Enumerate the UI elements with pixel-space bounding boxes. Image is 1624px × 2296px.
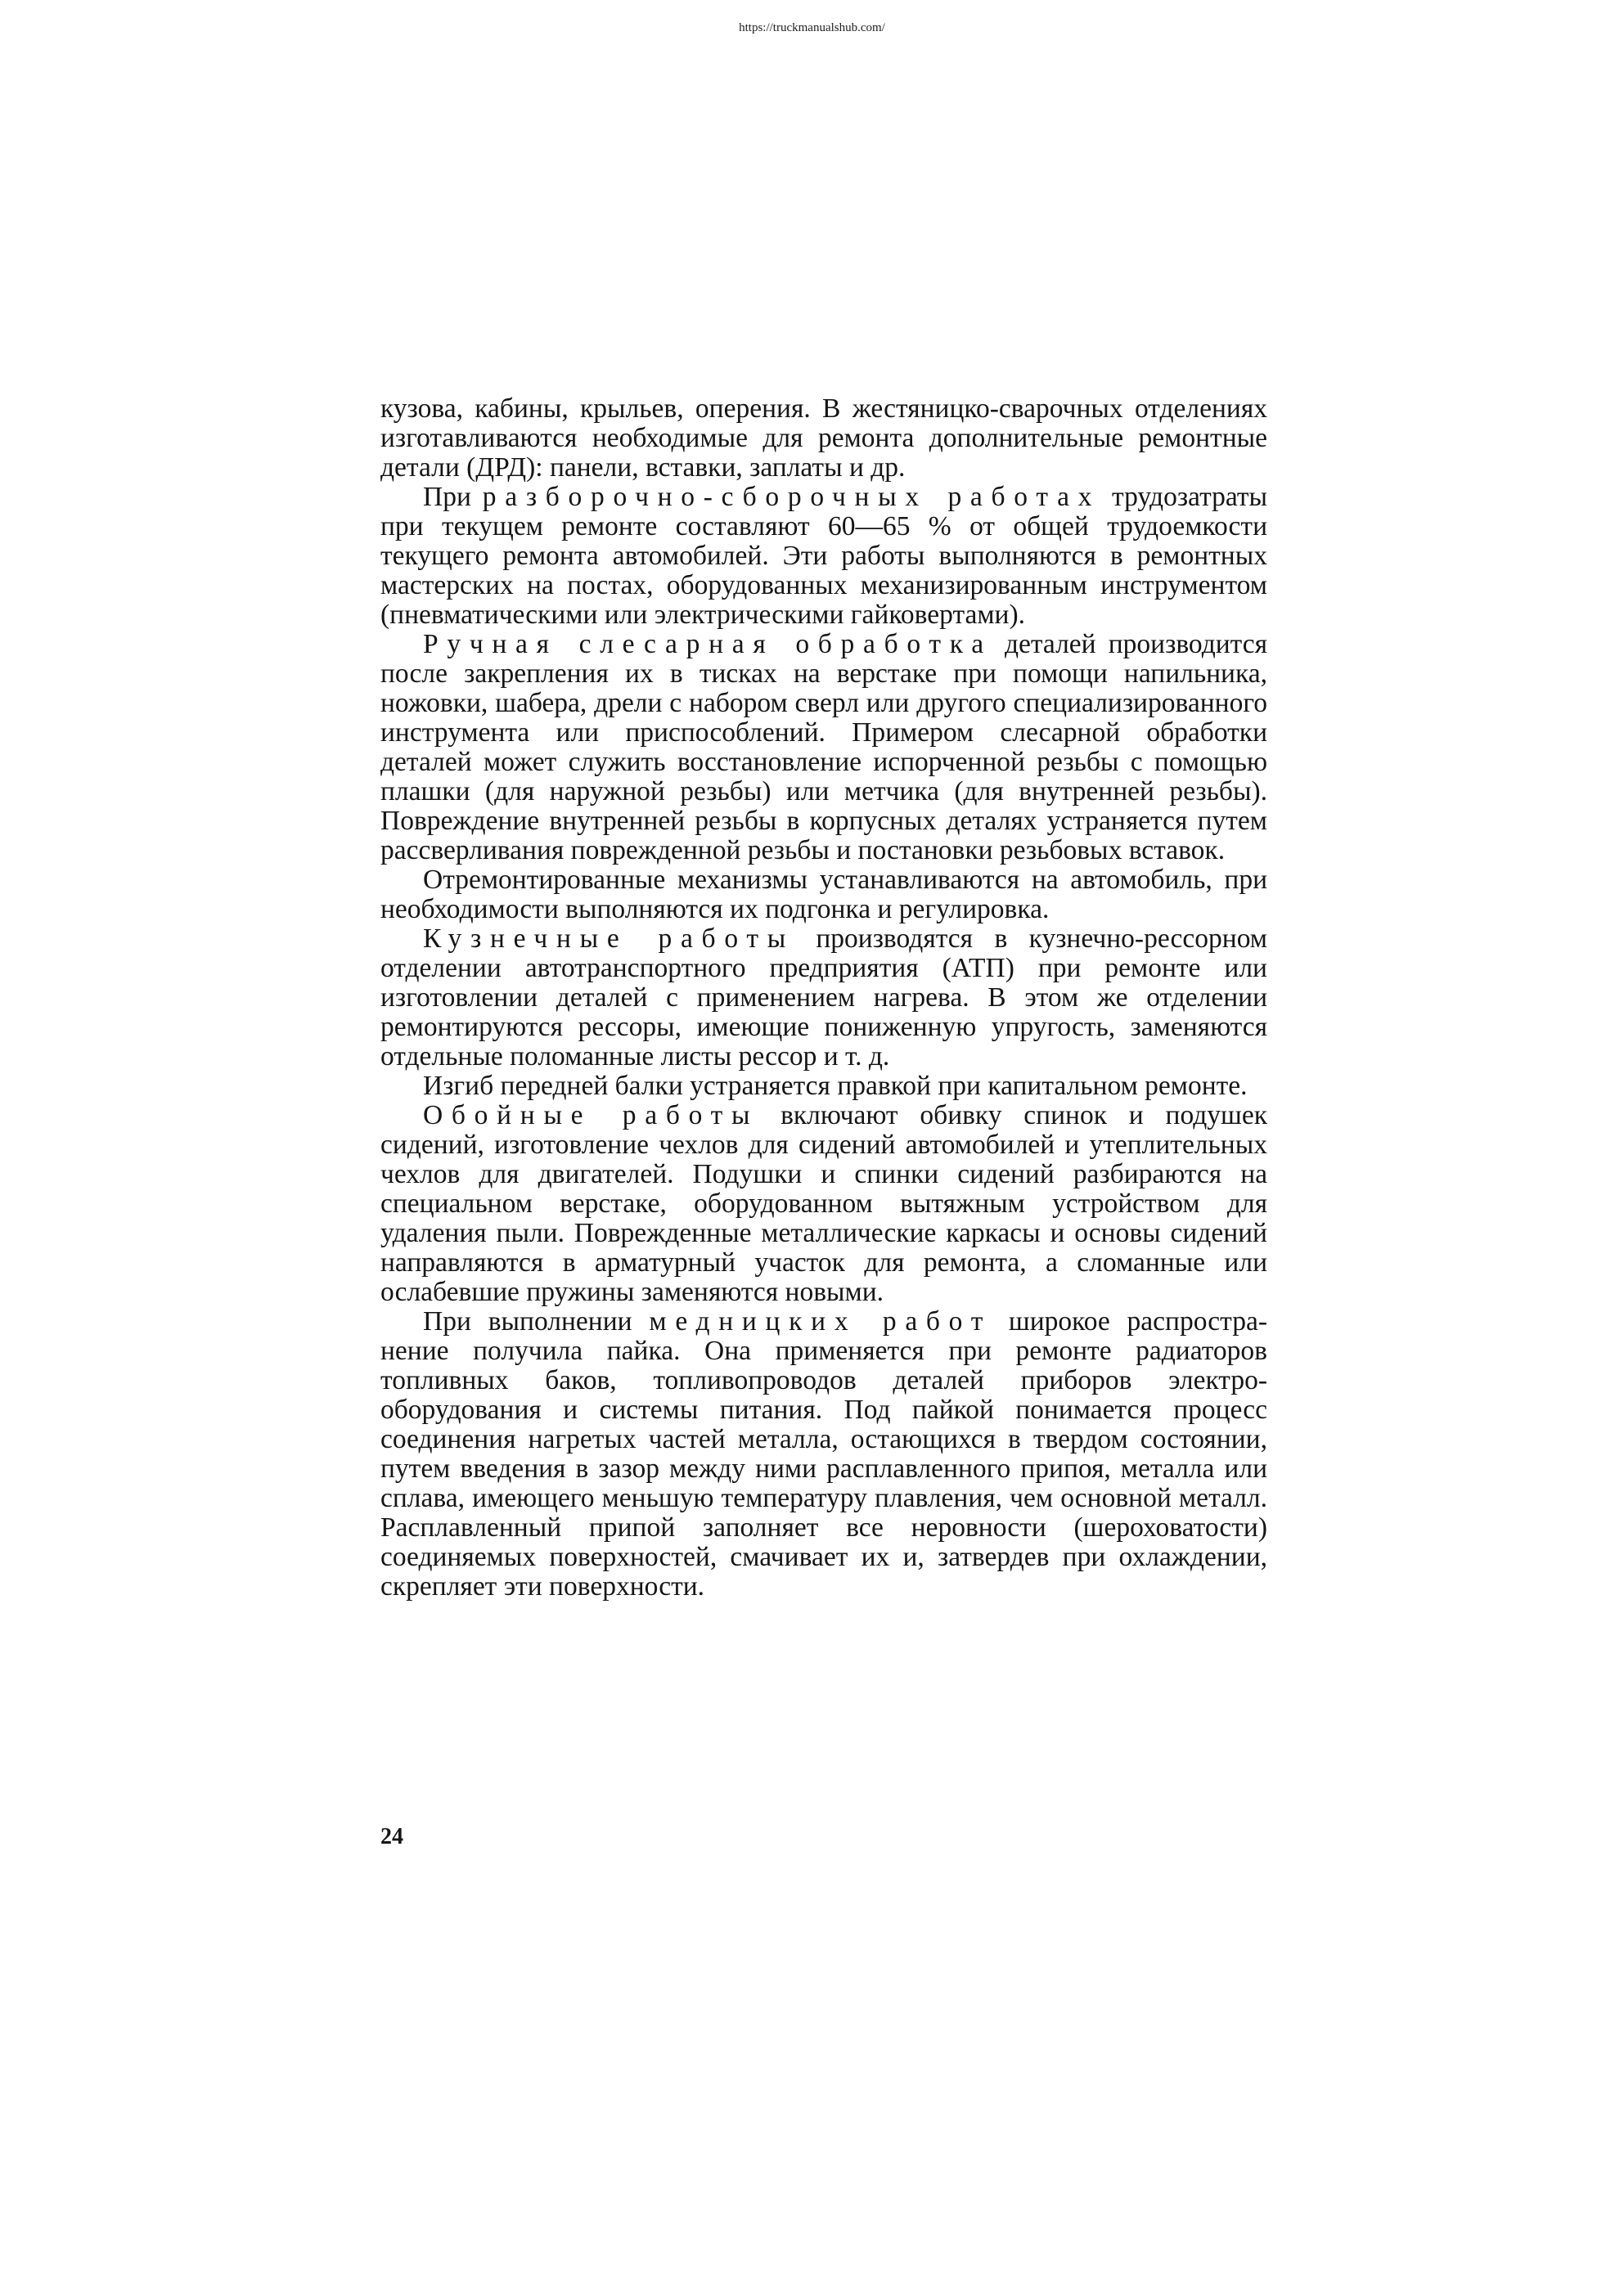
spaced-term: Кузнечные работы [423,923,794,954]
paragraph-text: включают обивку спинок и подушек сидений, изготовление чехлов для сидений автомобилей и утеплительных чехлов для двигателей. Подушки и спинки сидений разбираются на специальном верстаке, оборудованном вытяжным устройством для удаления пыли. Поврежденные металлические каркасы и основы сидений направляются в арматурный участок для ремонта, а сломанные или ослабевшие пружины заменяются новыми. [380,1100,1267,1307]
spaced-term: разборочно-сборочных работах [482,482,1101,512]
paragraph-text: Отремонтированные механизмы устанавливаются на автомобиль, при необходимости выполняются их подгонка и регулировка. [380,865,1267,924]
paragraph-3 [380,630,1267,865]
paragraph-7 [380,1101,1267,1307]
paragraph-4 [380,865,1267,924]
paragraph-2 [380,483,1267,630]
paragraph-6 [380,1072,1267,1101]
source-url: https://truckmanualshub.com/ [739,21,885,34]
spaced-term: Ручная слесарная обработка [423,629,992,659]
paragraph-1 [380,394,1267,483]
paragraph-text: трудозатраты при текущем ремонте составляют 60—65 % от общей трудоемкости текущего ремонта автомобилей. Эти работы выполняются в ремонтных мастерских на постах, оборудованных механизированным инструментом (пневматическими или электрическими гайковертами). [380,482,1268,630]
paragraph-text: кузова, кабины, крыльев, оперения. В жестяницко-сварочных отделениях изготавливаются необходимые для ремонта дополнительные ремонтные детали (ДРД): панели, вставки, заплаты и др. [380,393,1267,483]
paragraph-text: производятся в кузнечно-рессорном отделении автотранспортного предприятия (АТП) при ремонте или изготовлении деталей с применением нагрева. В этом же отделении ремонтируются рессоры, имеющие пониженную упругость, заменяются отдельные поломанные листы рессор и т. д. [380,923,1268,1072]
page-body [380,394,1267,1602]
paragraph-text: широкое распространение получила пайка. Она применяется при ремонте радиаторов топливных баков, топливопроводов деталей приборов электрооборудования и системы питания. Под пайкой понимается процесс соединения нагретых частей металла, остающихся в твердом состоянии, путем введения в зазор между ними расплавленного припоя, металла или сплава, имеющего меньшую температуру плавления, чем основной металл. Расплавленный припой заполняет все неровности (шероховатости) соединяемых поверхностей, смачивает их и, затвердев при охлаждении, скрепляет эти поверхности. [380,1306,1267,1602]
paragraph-text: деталей производится после закрепления их в тисках на верстаке при помощи напильника, ножовки, шабера, дрели с набором сверл или другого специализированного инструмента или приспособлений. Примером слесарной обработки деталей может служить восстановление испорченной резьбы с помощью плашки (для наружной резьбы) или метчика (для внутренней резьбы). Повреждение внутренней резьбы в корпусных деталях устраняется путем рассверливания поврежденной резьбы и постановки резьбовых вставок. [380,629,1267,865]
paragraph-8 [380,1307,1267,1602]
paragraph-text: Изгиб передней балки устраняется правкой при капитальном ремонте. [423,1071,1248,1101]
spaced-term: Обойные работы [423,1100,759,1130]
spaced-term: медницких работ [649,1306,992,1337]
paragraph-lead: При выполнении [423,1306,650,1337]
paragraph-5 [380,924,1267,1072]
paragraph-lead: При [423,482,483,512]
page-number: 24 [380,1824,403,1849]
